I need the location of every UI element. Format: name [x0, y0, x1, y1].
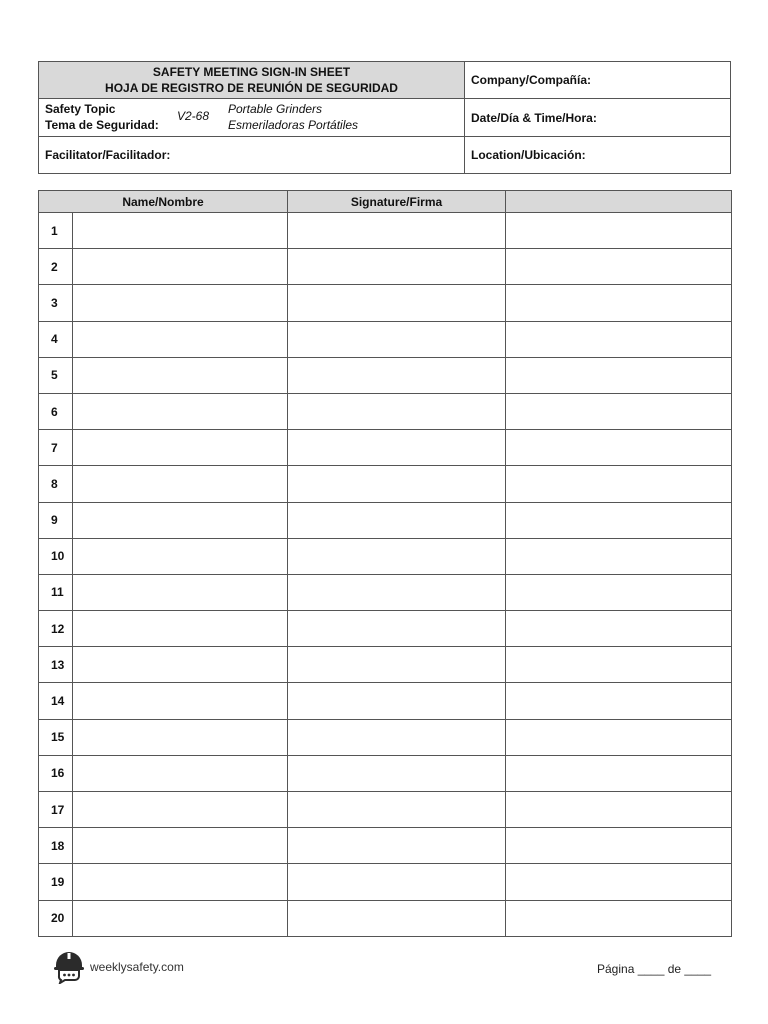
extra-cell[interactable]	[506, 285, 732, 321]
extra-cell[interactable]	[506, 864, 732, 900]
safety-topic-field	[39, 99, 465, 137]
title-spanish: HOJA DE REGISTRO DE REUNIÓN DE SEGURIDAD	[105, 81, 398, 95]
date-time-field[interactable]	[465, 99, 731, 137]
topic-name-english: Portable Grinders	[228, 102, 323, 116]
signature-cell[interactable]	[288, 574, 506, 610]
row-number: 5	[39, 357, 73, 393]
table-row	[39, 502, 732, 538]
company-label: Company/Compañía:	[471, 73, 592, 87]
header-table	[38, 61, 731, 174]
row-number: 11	[39, 574, 73, 610]
name-cell[interactable]	[73, 611, 288, 647]
signature-cell[interactable]	[288, 321, 506, 357]
name-cell[interactable]	[73, 393, 288, 429]
title-english: SAFETY MEETING SIGN-IN SHEET	[152, 65, 351, 79]
row-number: 4	[39, 321, 73, 357]
extra-cell[interactable]	[506, 647, 732, 683]
row-number: 7	[39, 430, 73, 466]
row-number: 13	[39, 647, 73, 683]
topic-labels	[45, 101, 159, 133]
name-cell[interactable]	[73, 864, 288, 900]
table-row	[39, 321, 732, 357]
table-row	[39, 285, 732, 321]
signature-cell[interactable]	[288, 611, 506, 647]
location-field[interactable]	[465, 137, 731, 174]
name-cell[interactable]	[73, 213, 288, 249]
topic-label-spanish: Tema de Seguridad:	[45, 118, 159, 132]
extra-cell[interactable]	[506, 611, 732, 647]
row-number: 12	[39, 611, 73, 647]
sheet-title	[39, 62, 465, 99]
signature-cell[interactable]	[288, 683, 506, 719]
extra-cell[interactable]	[506, 357, 732, 393]
table-row	[39, 574, 732, 610]
signature-cell[interactable]	[288, 900, 506, 936]
topic-name-spanish: Esmeriladoras Portátiles	[228, 118, 359, 132]
name-cell[interactable]	[73, 792, 288, 828]
table-row	[39, 213, 732, 249]
table-row	[39, 719, 732, 755]
sign-in-roster	[38, 190, 732, 937]
topic-name	[228, 101, 358, 133]
extra-cell[interactable]	[506, 213, 732, 249]
company-field[interactable]	[465, 62, 731, 99]
extra-cell[interactable]	[506, 430, 732, 466]
extra-column-header	[506, 191, 732, 213]
table-row	[39, 538, 732, 574]
row-number: 10	[39, 538, 73, 574]
row-number: 20	[39, 900, 73, 936]
date-time-label: Date/Día & Time/Hora:	[471, 110, 597, 125]
name-cell[interactable]	[73, 828, 288, 864]
table-row	[39, 611, 732, 647]
row-number: 17	[39, 792, 73, 828]
name-cell[interactable]	[73, 574, 288, 610]
signature-cell[interactable]	[288, 538, 506, 574]
name-cell[interactable]	[73, 755, 288, 791]
table-row	[39, 647, 732, 683]
table-row	[39, 430, 732, 466]
table-row	[39, 393, 732, 429]
name-cell[interactable]	[73, 430, 288, 466]
extra-cell[interactable]	[506, 538, 732, 574]
name-cell[interactable]	[73, 466, 288, 502]
name-column-header: Name/Nombre	[39, 191, 288, 213]
extra-cell[interactable]	[506, 249, 732, 285]
signature-cell[interactable]	[288, 647, 506, 683]
page-count: Página ____ de ____	[597, 962, 712, 976]
topic-code: V2-68	[177, 109, 210, 123]
row-number: 1	[39, 213, 73, 249]
extra-cell[interactable]	[506, 792, 732, 828]
table-row	[39, 357, 732, 393]
name-cell[interactable]	[73, 647, 288, 683]
signature-cell[interactable]	[288, 792, 506, 828]
weeklysafety-logo	[52, 950, 184, 984]
location-label: Location/Ubicación:	[471, 148, 586, 162]
facilitator-field[interactable]	[39, 137, 465, 174]
extra-cell[interactable]	[506, 755, 732, 791]
signature-cell[interactable]	[288, 430, 506, 466]
table-row	[39, 828, 732, 864]
signature-cell[interactable]	[288, 502, 506, 538]
signature-cell[interactable]	[288, 393, 506, 429]
row-number: 8	[39, 466, 73, 502]
extra-cell[interactable]	[506, 828, 732, 864]
name-cell[interactable]	[73, 502, 288, 538]
row-number: 15	[39, 719, 73, 755]
logo-text: weeklysafety.com	[90, 960, 184, 974]
table-row	[39, 755, 732, 791]
extra-cell[interactable]	[506, 683, 732, 719]
name-cell[interactable]	[73, 900, 288, 936]
name-cell[interactable]	[73, 719, 288, 755]
signature-cell[interactable]	[288, 466, 506, 502]
name-cell[interactable]	[73, 357, 288, 393]
name-cell[interactable]	[73, 683, 288, 719]
extra-cell[interactable]	[506, 900, 732, 936]
name-cell[interactable]	[73, 321, 288, 357]
signature-column-header: Signature/Firma	[288, 191, 506, 213]
row-number: 3	[39, 285, 73, 321]
extra-cell[interactable]	[506, 574, 732, 610]
signature-cell[interactable]	[288, 285, 506, 321]
table-row	[39, 792, 732, 828]
name-cell[interactable]	[73, 538, 288, 574]
row-number: 19	[39, 864, 73, 900]
row-number: 14	[39, 683, 73, 719]
name-cell[interactable]	[73, 285, 288, 321]
roster-header-row	[39, 191, 732, 213]
signature-cell[interactable]	[288, 249, 506, 285]
row-number: 6	[39, 393, 73, 429]
extra-cell[interactable]	[506, 502, 732, 538]
extra-cell[interactable]	[506, 321, 732, 357]
extra-cell[interactable]	[506, 466, 732, 502]
signature-cell[interactable]	[288, 719, 506, 755]
signature-cell[interactable]	[288, 828, 506, 864]
topic-label-english: Safety Topic	[45, 102, 116, 116]
hardhat-chat-icon	[52, 950, 86, 984]
table-row	[39, 683, 732, 719]
row-number: 9	[39, 502, 73, 538]
table-row	[39, 864, 732, 900]
table-row	[39, 466, 732, 502]
table-row	[39, 249, 732, 285]
signature-cell[interactable]	[288, 357, 506, 393]
name-cell[interactable]	[73, 249, 288, 285]
row-number: 18	[39, 828, 73, 864]
facilitator-label: Facilitator/Facilitador:	[45, 148, 171, 162]
extra-cell[interactable]	[506, 719, 732, 755]
row-number: 16	[39, 755, 73, 791]
extra-cell[interactable]	[506, 393, 732, 429]
table-row	[39, 900, 732, 936]
signature-cell[interactable]	[288, 755, 506, 791]
signature-cell[interactable]	[288, 864, 506, 900]
signature-cell[interactable]	[288, 213, 506, 249]
row-number: 2	[39, 249, 73, 285]
